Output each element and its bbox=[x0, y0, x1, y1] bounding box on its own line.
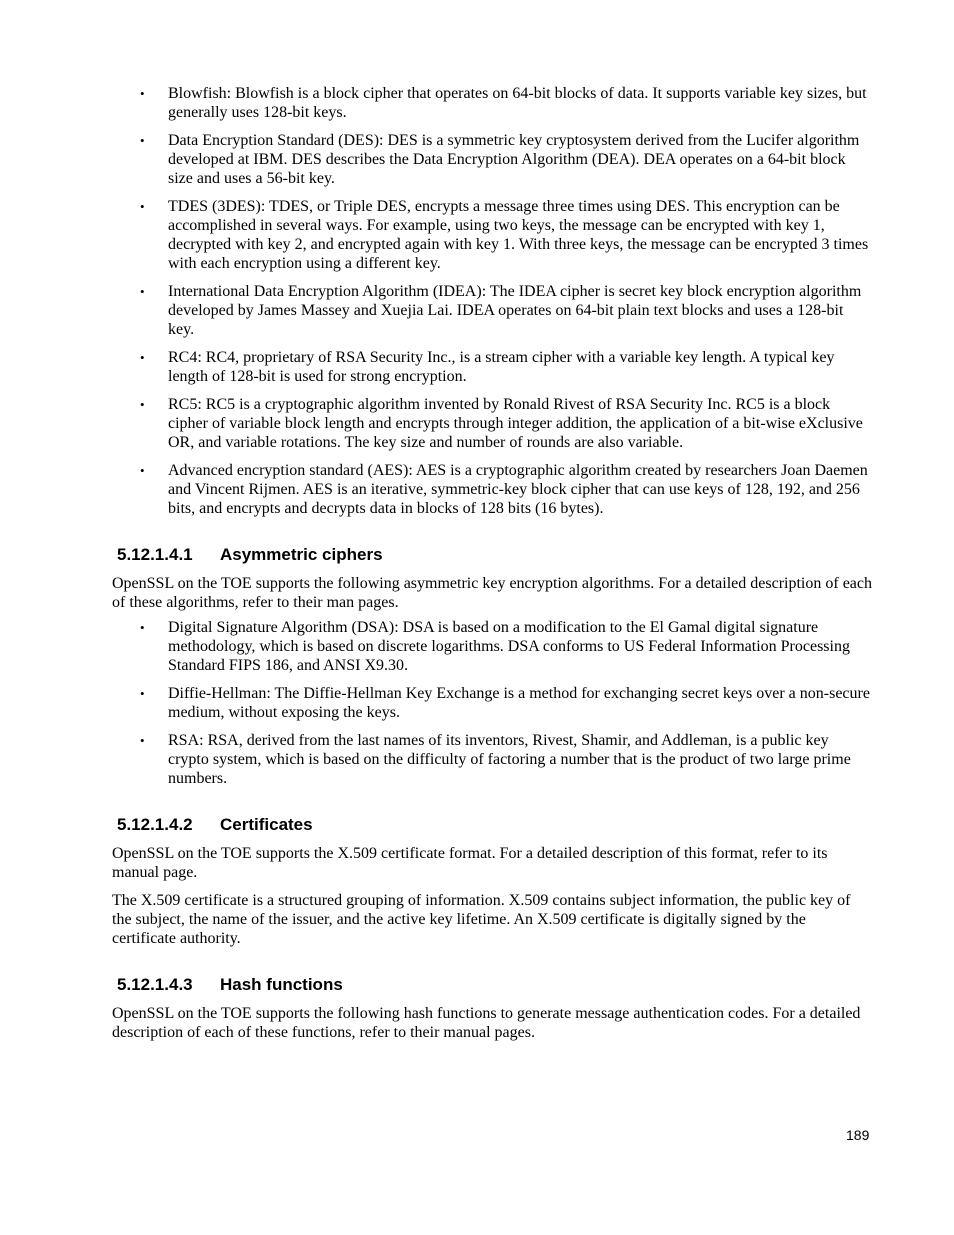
section-paragraph: OpenSSL on the TOE supports the X.509 certificate format. For a detailed description of this format, refer to its manual page. bbox=[112, 845, 828, 881]
list-item: • TDES (3DES): TDES, or Triple DES, encrypts a message three times using DES. This encryption can be accomplished in several ways. For example, using two keys, the message can be encrypted with key 1, decrypted with key 2, and encrypted again with key 1. With three keys, the message can be encrypted 3 times with each encryption using a different key. bbox=[140, 198, 869, 272]
symmetric-cipher-list bbox=[112, 84, 872, 518]
list-item: • Digital Signature Algorithm (DSA): DSA is based on a modification to the El Gamal digital signature methodology, which is based on discrete logarithms. DSA conforms to US Federal Information Processing Standard FIPS 186, and ANSI X9.30. bbox=[140, 619, 850, 674]
bullet-icon: • bbox=[140, 733, 145, 748]
section-paragraph: OpenSSL on the TOE supports the following hash functions to generate message authentication codes. For a detailed description of each of these functions, refer to their manual pages. bbox=[112, 1005, 861, 1041]
section-title: Certificates bbox=[220, 815, 313, 834]
section-heading-hash bbox=[117, 975, 872, 995]
page-content bbox=[112, 84, 872, 1051]
section-title: Asymmetric ciphers bbox=[220, 545, 383, 564]
section-number: 5.12.1.4.1 bbox=[117, 545, 193, 564]
bullet-icon: • bbox=[140, 284, 145, 299]
bullet-icon: • bbox=[140, 463, 145, 478]
list-item: • RSA: RSA, derived from the last names of its inventors, Rivest, Shamir, and Addleman, is a public key crypto system, which is based on the difficulty of factoring a number that is the product of two large prime numbers. bbox=[140, 732, 851, 787]
list-item: • International Data Encryption Algorithm (IDEA): The IDEA cipher is secret key block encryption algorithm developed by James Massey and Xuejia Lai. IDEA operates on 64-bit plain text blocks and uses a 128-bit key. bbox=[140, 283, 862, 338]
section-heading-certificates bbox=[117, 815, 872, 835]
section-heading-asymmetric bbox=[117, 545, 872, 565]
bullet-icon: • bbox=[140, 397, 145, 412]
section-paragraph: The X.509 certificate is a structured grouping of information. X.509 contains subject information, the public key of the subject, the name of the issuer, and the active key lifetime. An X.509 certificate is digitally signed by the certificate authority. bbox=[112, 892, 851, 947]
list-item: • Data Encryption Standard (DES): DES is a symmetric key cryptosystem derived from the Lucifer algorithm developed at IBM. DES describes the Data Encryption Algorithm (DEA). DEA operates on a 64-bit block size and uses a 56-bit key. bbox=[140, 132, 860, 187]
list-item: • RC5: RC5 is a cryptographic algorithm invented by Ronald Rivest of RSA Security Inc. RC5 is a block cipher of variable block length and encrypts through integer addition, the application of a bit-wise eXclusive OR, and variable rotations. The key size and number of rounds are also variable. bbox=[140, 396, 863, 451]
list-item: • Advanced encryption standard (AES): AES is a cryptographic algorithm created by researchers Joan Daemen and Vincent Rijmen. AES is an iterative, symmetric-key block cipher that can use keys of 128, 192, and 256 bits, and encrypts and decrypts data in blocks of 128 bits (16 bytes). bbox=[140, 462, 868, 517]
bullet-icon: • bbox=[140, 133, 145, 148]
section-paragraph: OpenSSL on the TOE supports the following asymmetric key encryption algorithms. For a detailed description of each of these algorithms, refer to their man pages. bbox=[112, 575, 872, 611]
section-number: 5.12.1.4.2 bbox=[117, 815, 193, 834]
list-item: • Diffie-Hellman: The Diffie-Hellman Key Exchange is a method for exchanging secret keys over a non-secure medium, without exposing the keys. bbox=[140, 685, 870, 721]
list-item: • RC4: RC4, proprietary of RSA Security Inc., is a stream cipher with a variable key length. A typical key length of 128-bit is used for strong encryption. bbox=[140, 349, 835, 385]
bullet-icon: • bbox=[140, 350, 145, 365]
bullet-icon: • bbox=[140, 86, 145, 101]
asymmetric-cipher-list bbox=[112, 618, 872, 788]
section-number: 5.12.1.4.3 bbox=[117, 975, 193, 994]
list-item: • Blowfish: Blowfish is a block cipher that operates on 64-bit blocks of data. It supports variable key sizes, but generally uses 128-bit keys. bbox=[140, 85, 867, 121]
page-number: 189 bbox=[846, 1127, 870, 1143]
bullet-icon: • bbox=[140, 199, 145, 214]
section-title: Hash functions bbox=[220, 975, 343, 994]
bullet-icon: • bbox=[140, 686, 145, 701]
bullet-icon: • bbox=[140, 620, 145, 635]
